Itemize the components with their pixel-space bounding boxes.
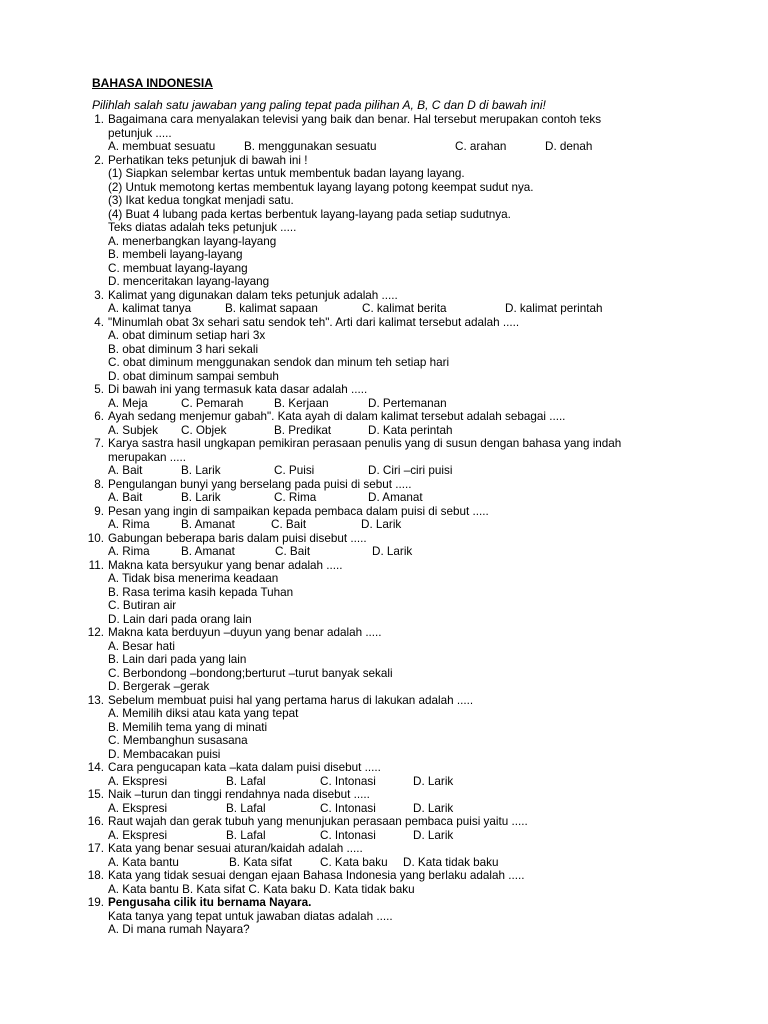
question-number: 4. — [94, 315, 104, 329]
question-item — [0, 694, 768, 762]
answer-option: A. Ekspresi — [108, 801, 168, 815]
answer-option: C. Intonasi — [320, 774, 376, 788]
answer-option: A. Rima — [108, 518, 150, 531]
question-line — [0, 167, 768, 181]
question-text-line: C. Membanghun susasana — [108, 734, 248, 747]
question-item — [0, 842, 768, 869]
question-line — [0, 343, 768, 357]
question-text: Kata yang benar sesuai aturan/kaidah adalah ..... — [108, 842, 363, 855]
answer-option: B. Lafal — [226, 828, 266, 842]
answer-option: D. Larik — [361, 518, 402, 531]
question-text-line: merupakan ..... — [108, 450, 186, 464]
question-line — [0, 788, 768, 802]
question-line — [0, 721, 768, 735]
question-item — [0, 154, 768, 289]
question-text: Pengulangan bunyi yang berselang pada puisi di sebut ..... — [108, 477, 412, 491]
question-text: Cara pengucapan kata –kata dalam puisi disebut ..... — [108, 761, 381, 774]
answer-option: A. Bait — [108, 491, 143, 504]
question-line — [0, 505, 768, 519]
question-number: 12. — [87, 626, 104, 639]
answer-option: C. Bait — [271, 518, 307, 531]
question-line — [0, 734, 768, 748]
question-line — [0, 761, 768, 775]
question-item — [0, 505, 768, 532]
question-line — [0, 329, 768, 343]
answer-option: B. Kerjaan — [274, 396, 329, 410]
answer-option: A. Subjek — [108, 423, 159, 437]
answer-option: B. kalimat sapaan — [225, 302, 318, 315]
question-item — [0, 289, 768, 316]
question-line — [0, 181, 768, 195]
question-line — [0, 383, 768, 397]
question-text-line: C. Butiran air — [108, 599, 177, 612]
answer-option: D. Larik — [372, 545, 413, 558]
question-text-line: Kata tanya yang tepat untuk jawaban diatas adalah ..... — [108, 909, 393, 923]
answer-option: C. Puisi — [274, 464, 315, 477]
question-text: Naik –turun dan tinggi rendahnya nada disebut ..... — [108, 788, 370, 801]
question-number: 19. — [87, 896, 104, 909]
question-line — [0, 869, 768, 883]
question-list — [0, 113, 768, 937]
question-number: 2. — [94, 153, 104, 167]
answer-option: D. Larik — [413, 774, 454, 788]
question-line — [0, 815, 768, 829]
answer-option: C. Intonasi — [320, 801, 376, 815]
question-text-line: B. Lain dari pada yang lain — [108, 653, 247, 666]
answer-option: A. Kata bantu — [108, 855, 179, 869]
answer-option: D. Pertemanan — [368, 396, 447, 410]
question-line — [0, 235, 768, 249]
answer-option: A. membuat sesuatu — [108, 140, 216, 153]
question-line — [0, 356, 768, 370]
question-text-line: (3) Ikat kedua tongkat menjadi satu. — [108, 194, 294, 207]
question-item — [0, 383, 768, 410]
answer-options-row — [0, 775, 768, 789]
answer-option: D. Larik — [413, 828, 454, 842]
question-item — [0, 410, 768, 437]
answer-options-row — [0, 491, 768, 505]
question-text-line: B. obat diminum 3 hari sekali — [108, 342, 259, 356]
answer-option: C. Rima — [274, 491, 317, 504]
question-text-line: petunjuk ..... — [108, 126, 172, 140]
answer-option: A. Ekspresi — [108, 828, 168, 842]
question-line — [0, 667, 768, 681]
question-item — [0, 478, 768, 505]
answer-option: A. Meja — [108, 396, 148, 410]
question-number: 6. — [94, 410, 104, 423]
question-line — [0, 572, 768, 586]
answer-options-row — [0, 424, 768, 438]
question-text-line: B. Memilih tema yang di minati — [108, 720, 268, 734]
question-line — [0, 559, 768, 573]
question-line — [0, 910, 768, 924]
question-text-line: A. obat diminum setiap hari 3x — [108, 329, 266, 342]
question-text: Kata yang tidak sesuai dengan ejaan Bahasa Indonesia yang berlaku adalah ..... — [108, 869, 525, 882]
question-item — [0, 788, 768, 815]
question-number: 11. — [88, 558, 104, 572]
question-number: 17. — [87, 842, 104, 855]
answer-option: C. Bait — [275, 545, 311, 558]
question-text-line: A. menerbangkan layang-layang — [108, 234, 277, 248]
answer-option: D. Amanat — [368, 491, 423, 504]
answer-option: B. menggunakan sesuatu — [244, 140, 377, 153]
question-line — [0, 194, 768, 208]
question-number: 13. — [87, 693, 104, 707]
question-number: 16. — [87, 815, 104, 828]
question-item — [0, 896, 768, 937]
question-text-line: Teks diatas adalah teks petunjuk ..... — [108, 221, 297, 234]
question-text: Makna kata berduyun –duyun yang benar adalah ..... — [108, 626, 382, 639]
answer-option: D. Kata perintah — [368, 423, 453, 437]
question-text: Kalimat yang digunakan dalam teks petunjuk adalah ..... — [108, 288, 398, 302]
question-item — [0, 316, 768, 384]
question-line — [0, 613, 768, 627]
question-number: 8. — [94, 477, 104, 491]
answer-option: B. Larik — [181, 464, 221, 477]
question-line — [0, 748, 768, 762]
answer-options-row — [0, 518, 768, 532]
question-text-line: A. Di mana rumah Nayara? — [108, 923, 250, 936]
answer-option: A. kalimat tanya — [108, 302, 192, 315]
answer-option: D. denah — [545, 140, 593, 153]
question-text-line: A. Tidak bisa menerima keadaan — [108, 572, 279, 585]
question-text: Bagaimana cara menyalakan televisi yang baik dan benar. Hal tersebut merupakan contoh teks — [108, 113, 602, 126]
answer-option: B. Amanat — [181, 518, 235, 531]
question-line — [0, 707, 768, 721]
question-line — [0, 410, 768, 424]
question-line — [0, 896, 768, 910]
answer-option: A. Rima — [108, 545, 150, 558]
question-item — [0, 761, 768, 788]
answer-option: D. Ciri –ciri puisi — [368, 464, 453, 477]
question-text-line: C. membuat layang-layang — [108, 261, 248, 275]
question-line — [0, 316, 768, 330]
question-text-line: B. membeli layang-layang — [108, 248, 243, 261]
question-line — [0, 221, 768, 235]
question-text-line: B. Rasa terima kasih kepada Tuhan — [108, 585, 294, 599]
question-line — [0, 262, 768, 276]
question-line — [0, 451, 768, 465]
question-line — [0, 680, 768, 694]
answer-option: B. Larik — [181, 491, 221, 504]
answer-options-row — [0, 140, 768, 154]
question-item — [0, 113, 768, 154]
answer-option: B. Lafal — [226, 801, 266, 815]
question-text-line: A. Besar hati — [108, 639, 175, 653]
question-number: 3. — [94, 288, 104, 302]
question-text-line: A. Kata bantu B. Kata sifat C. Kata baku D. Kata tidak baku — [108, 882, 415, 896]
question-text-line: C. obat diminum menggunakan sendok dan minum teh setiap hari — [108, 356, 450, 369]
question-text: Di bawah ini yang termasuk kata dasar adalah ..... — [108, 383, 368, 396]
question-line — [0, 653, 768, 667]
question-number: 10. — [87, 531, 104, 545]
answer-options-row — [0, 545, 768, 559]
answer-option: C. Pemarah — [181, 396, 244, 410]
question-text-line: D. Lain dari pada orang lain — [108, 612, 252, 626]
question-text: Gabungan beberapa baris dalam puisi disebut ..... — [108, 531, 367, 545]
answer-option: B. Predikat — [274, 423, 332, 437]
question-text-line: D. obat diminum sampai sembuh — [108, 369, 279, 383]
answer-options-row — [0, 856, 768, 870]
question-line — [0, 437, 768, 451]
question-text-line: (1) Siapkan selembar kertas untuk membentuk badan layang layang. — [108, 167, 465, 180]
answer-option: A. Bait — [108, 464, 143, 477]
question-text: Pengusaha cilik itu bernama Nayara. — [108, 896, 312, 909]
question-text-line: D. menceritakan layang-layang — [108, 275, 270, 288]
document-title: BAHASA INDONESIA — [92, 76, 213, 90]
question-line — [0, 842, 768, 856]
question-line — [0, 478, 768, 492]
question-line — [0, 586, 768, 600]
question-number: 7. — [94, 437, 104, 450]
answer-option: C. kalimat berita — [362, 302, 447, 315]
question-text-line: A. Memilih diksi atau kata yang tepat — [108, 707, 299, 720]
question-line — [0, 532, 768, 546]
answer-options-row — [0, 802, 768, 816]
answer-option: C. Intonasi — [320, 828, 376, 842]
question-line — [0, 154, 768, 168]
answer-options-row — [0, 829, 768, 843]
question-text: Sebelum membuat puisi hal yang pertama harus di lakukan adalah ..... — [108, 693, 474, 707]
question-line — [0, 289, 768, 303]
question-item — [0, 559, 768, 627]
answer-option: C. Kata baku — [320, 855, 388, 869]
question-line — [0, 923, 768, 937]
question-text-line: D. Bergerak –gerak — [108, 680, 210, 693]
question-line — [0, 640, 768, 654]
answer-option: A. Ekspresi — [108, 774, 168, 788]
question-item — [0, 532, 768, 559]
question-text: Makna kata bersyukur yang benar adalah ..... — [108, 558, 343, 572]
question-line — [0, 883, 768, 897]
question-line — [0, 370, 768, 384]
question-text: Pesan yang ingin di sampaikan kepada pembaca dalam puisi di sebut ..... — [108, 504, 489, 518]
question-line — [0, 127, 768, 141]
question-number: 18. — [87, 869, 104, 882]
question-item — [0, 437, 768, 478]
question-text-line: (4) Buat 4 lubang pada kertas berbentuk layang-layang pada setiap sudutnya. — [108, 207, 511, 221]
question-number: 1. — [94, 113, 104, 126]
question-item — [0, 815, 768, 842]
question-number: 15. — [87, 788, 104, 801]
question-text-line: (2) Untuk memotong kertas membentuk layang layang potong keempat sudut nya. — [108, 180, 534, 194]
question-text-line: D. Membacakan puisi — [108, 747, 221, 761]
question-line — [0, 275, 768, 289]
question-line — [0, 599, 768, 613]
answer-option: C. Objek — [181, 423, 227, 437]
answer-options-row — [0, 397, 768, 411]
instructions: Pilihlah salah satu jawaban yang paling tepat pada pilihan A, B, C dan D di bawah ini! — [92, 98, 546, 112]
answer-option: D. Kata tidak baku — [403, 855, 499, 869]
answer-option: C. arahan — [455, 140, 507, 153]
answer-option: B. Lafal — [226, 774, 266, 788]
answer-option: B. Amanat — [181, 545, 235, 558]
answer-options-row — [0, 464, 768, 478]
answer-options-row — [0, 302, 768, 316]
question-text-line: C. Berbondong –bondong;berturut –turut banyak sekali — [108, 666, 393, 680]
question-text: Karya sastra hasil ungkapan pemikiran perasaan penulis yang di susun dengan bahasa yang indah — [108, 437, 622, 450]
question-text: Ayah sedang menjemur gabah". Kata ayah di dalam kalimat tersebut adalah sebagai ..... — [108, 410, 566, 423]
question-text: Raut wajah dan gerak tubuh yang menunjukan perasaan pembaca puisi yaitu ..... — [108, 815, 528, 828]
answer-option: B. Kata sifat — [229, 855, 293, 869]
question-item — [0, 626, 768, 694]
question-line — [0, 248, 768, 262]
answer-option: D. kalimat perintah — [505, 302, 603, 315]
question-item — [0, 869, 768, 896]
question-line — [0, 208, 768, 222]
question-number: 9. — [94, 504, 104, 518]
question-line — [0, 694, 768, 708]
question-number: 5. — [94, 383, 104, 396]
answer-option: D. Larik — [413, 801, 454, 815]
question-text: "Minumlah obat 3x sehari satu sendok teh". Arti dari kalimat tersebut adalah ..... — [108, 315, 520, 329]
question-text: Perhatikan teks petunjuk di bawah ini ! — [108, 153, 308, 167]
question-line — [0, 113, 768, 127]
question-number: 14. — [87, 761, 104, 774]
question-line — [0, 626, 768, 640]
